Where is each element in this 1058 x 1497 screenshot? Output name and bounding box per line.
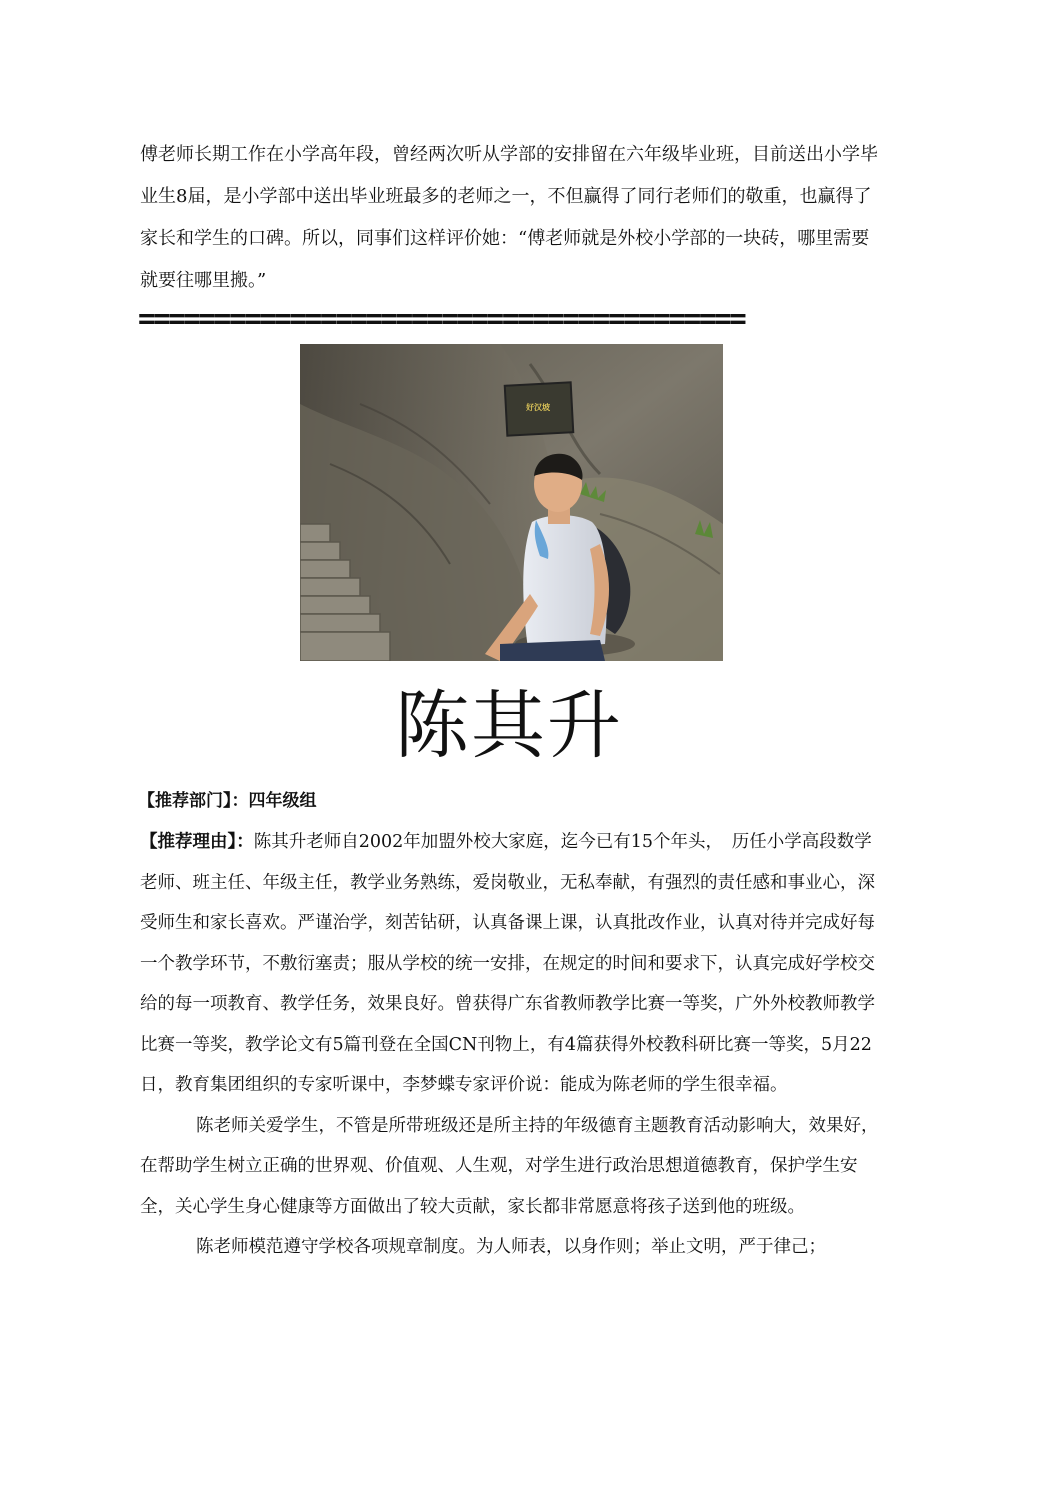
reason-paragraph xyxy=(140,822,885,1106)
recommendation-body xyxy=(140,822,885,1268)
department-label: 【推荐部门】： xyxy=(138,791,249,811)
teacher-portrait-photo xyxy=(300,344,723,661)
department-value: 四年级组 xyxy=(248,791,317,811)
svg-text:好汉坡: 好汉坡 xyxy=(526,403,550,412)
section-separator: ======================================== xyxy=(138,301,745,335)
paragraph-3: 陈老师模范遵守学校各项规章制度。为人师表，以身作则；举止文明，严于律己； xyxy=(196,1237,826,1257)
teacher-name-heading: 陈其升 xyxy=(395,683,623,769)
reason-text: 陈其升老师自2002年加盟外校大家庭，迄今已有15个年头， 历任小学高段数学老师、班主任、年级主任，教学业务熟练，爱岗敬业，无私奉献，有强烈的责任感和事业心，深受师生和家长喜欢。严谨治学，刻苦钻研，认真备课上课，认真批改作业，认真对待并完成好每一个教学环节，不敷衍塞责；服从学校的统一安排，在规定的时间和要求下，认真完成好学校交给的每一项教育、教学任务，效果良好。曾获得广东省教师教学比赛一等奖，广外外校教师教学比赛一等奖，教学论文有5篇刊登在全国CN刊物上，有4篇获得外校教科研比赛一等奖，5月22日，教育集团组织的专家听课中，李梦蝶专家评价说：能成为陈老师的学生很幸福。 xyxy=(140,832,875,1095)
paragraph-2: 陈老师关爱学生，不管是所带班级还是所主持的年级德育主题教育活动影响大，效果好，在帮助学生树立正确的世界观、价值观、人生观，对学生进行政治思想道德教育，保护学生安全，关心学生身心健康等方面做出了较大贡献，家长都非常愿意将孩子送到他的班级。 xyxy=(140,1115,879,1217)
intro-section xyxy=(140,134,885,302)
department-line xyxy=(138,784,317,818)
intro-paragraph: 傅老师长期工作在小学高年段，曾经两次听从学部的安排留在六年级毕业班，目前送出小学毕业生8届，是小学部中送出毕业班最多的老师之一，不但赢得了同行老师们的敬重，也赢得了家长和学生的口碑。所以，同事们这样评价她：“傅老师就是外校小学部的一块砖，哪里需要就要往哪里搬。” xyxy=(140,144,878,291)
reason-label: 【推荐理由】： xyxy=(140,832,254,852)
